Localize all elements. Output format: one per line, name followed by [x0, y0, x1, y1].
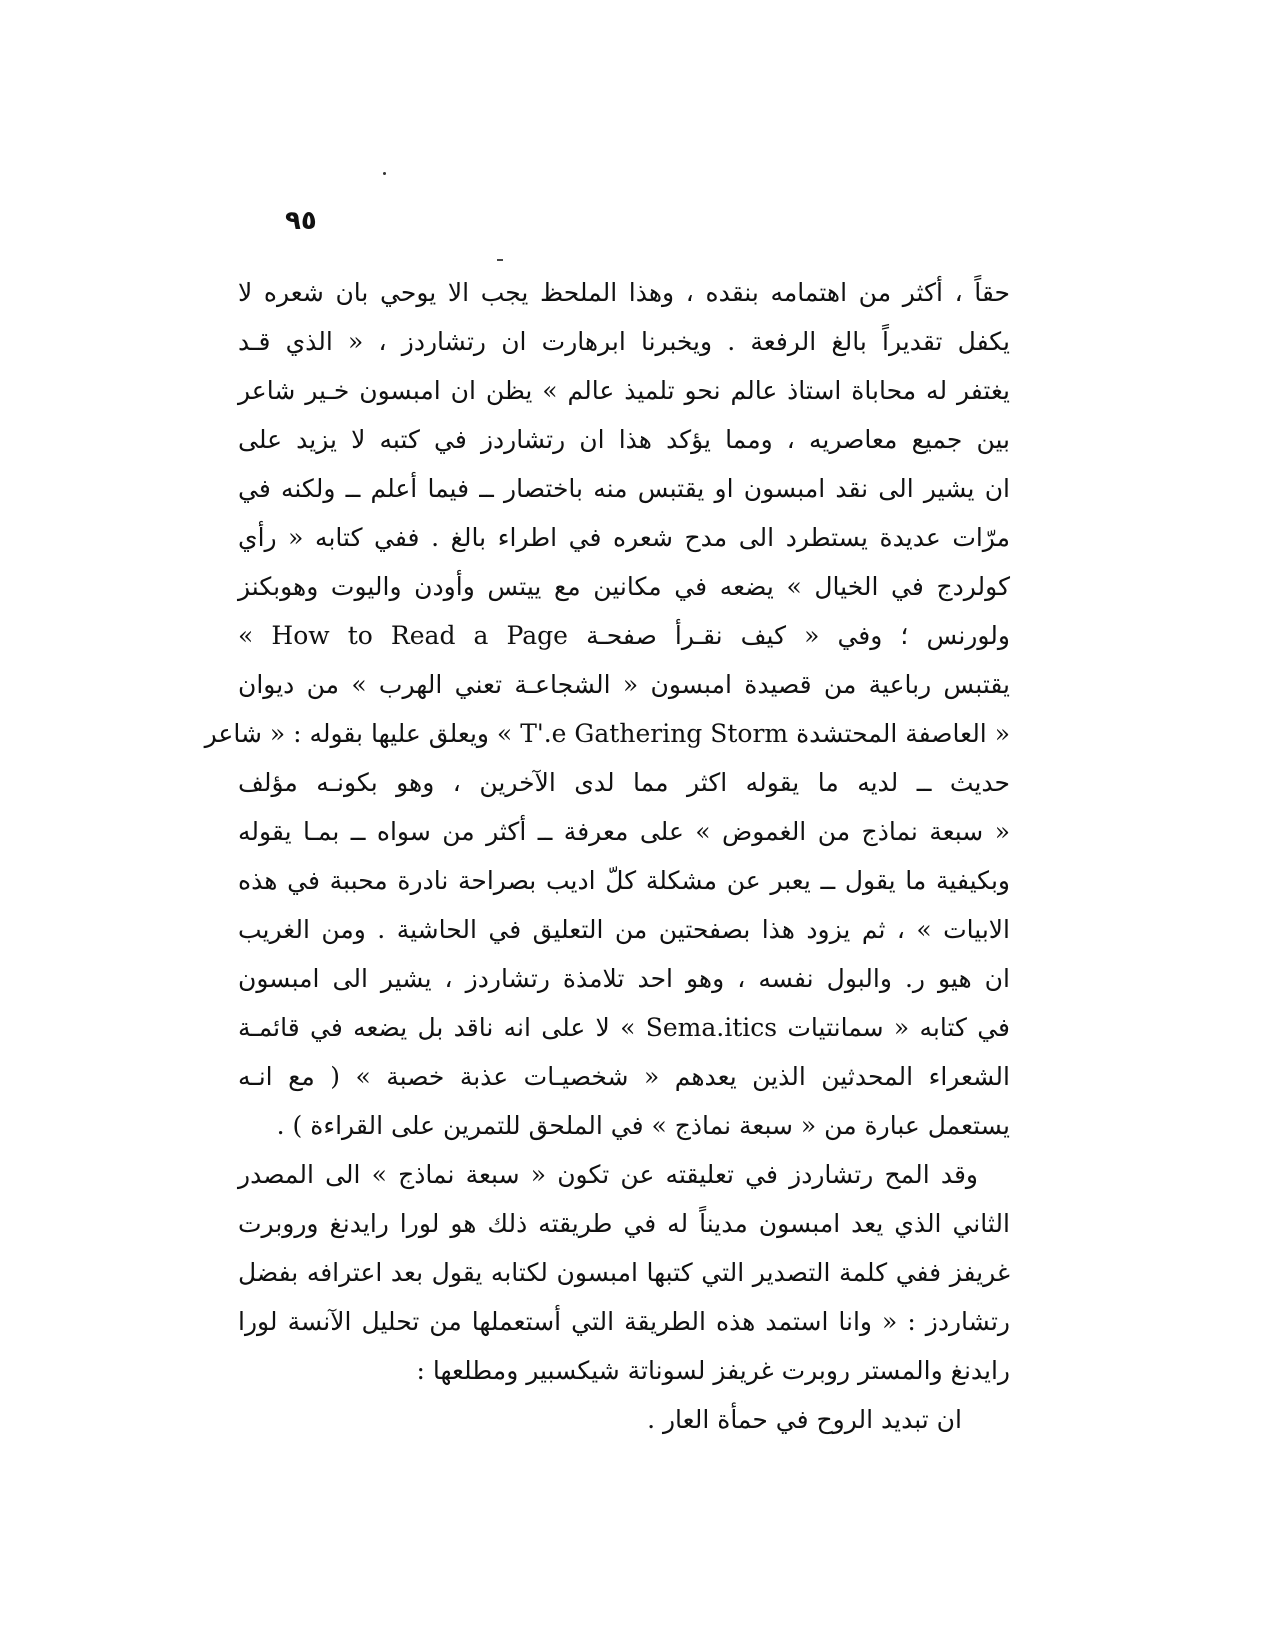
body-text [204, 268, 1010, 1444]
text-line: يقتبس رباعية من قصيدة امبسون « الشجاعـة تعني الهرب » من ديوان [238, 670, 1010, 699]
text-line: رتشاردز : « وانا استمد هذه الطريقة التي أستعملها من تحليل الآنسة لورا [238, 1307, 1010, 1336]
text-line: الابيات » ، ثم يزود هذا بصفحتين من التعليق في الحاشية . ومن الغريب [238, 915, 1010, 944]
text-line: حقاً ، أكثر من اهتمامه بنقده ، وهذا الملحظ يجب الا يوحي بان شعره لا [238, 278, 1010, 307]
text-line: الثاني الذي يعد امبسون مديناً له في طريقته ذلك هو لورا رايدنغ وروبرت [238, 1209, 1010, 1238]
paragraph-start-line: وقد المح رتشاردز في تعليقته عن تكون « سبعة نماذج » الى المصدر [238, 1160, 978, 1189]
text-line: حديث ــ لديه ما يقوله اكثر مما لدى الآخرين ، وهو بكونـه مؤلف [238, 768, 1010, 797]
text-line: يكفل تقديراً بالغ الرفعة . ويخبرنا ابرهارت ان رتشاردز ، « الذي قـد [238, 327, 1010, 356]
scan-mark [497, 259, 503, 261]
text-line: في كتابه « سمانتيات Sema.itics » لا على انه ناقد بل يضعه في قائمـة [238, 1013, 1010, 1042]
text-line: « العاصفة المحتشدة T'.e Gathering Storm » ويعلق عليها بقوله : « شاعر [204, 719, 1010, 748]
text-line: « سبعة نماذج من الغموض » على معرفة ــ أكثر من سواه ــ بمـا يقوله [238, 817, 1010, 846]
text-line: بين جميع معاصريه ، ومما يؤكد هذا ان رتشاردز في كتبه لا يزيد على [238, 425, 1010, 454]
text-line: رايدنغ والمستر روبرت غريفز لسوناتة شيكسبير ومطلعها : [416, 1356, 1010, 1385]
text-line: يغتفر له محاباة استاذ عالم نحو تلميذ عالم » يظن ان امبسون خـير شاعر [238, 376, 1010, 405]
text-line: ان يشير الى نقد امبسون او يقتبس منه باختصار ــ فيما أعلم ــ ولكنه في [238, 474, 1010, 503]
paragraph-end-line: يستعمل عبارة من « سبعة نماذج » في الملحق للتمرين على القراءة ) . [276, 1111, 1010, 1140]
scan-speck [383, 172, 386, 175]
text-line: غريفز ففي كلمة التصدير التي كتبها امبسون لكتابه يقول بعد اعترافه بفضل [238, 1258, 1010, 1287]
text-line: كولردج في الخيال » يضعه في مكانين مع ييتس وأودن واليوت وهوبكنز [238, 572, 1010, 601]
verse-line: ان تبديد الروح في حمأة العار . [647, 1405, 962, 1434]
text-line: الشعراء المحدثين الذين يعدهم « شخصيـات عذبة خصبة » ( مع انـه [238, 1062, 1010, 1091]
text-line: ان هيو ر. والبول نفسه ، وهو احد تلامذة رتشاردز ، يشير الى امبسون [238, 964, 1010, 993]
text-line: ولورنس ؛ وفي « كيف نقـرأ صفحـة How to Read a Page » [238, 621, 1010, 650]
page-number: ٩٥ [285, 206, 317, 236]
text-line: مرّات عديدة يستطرد الى مدح شعره في اطراء بالغ . ففي كتابه « رأي [238, 523, 1010, 552]
text-line: وبكيفية ما يقول ــ يعبر عن مشكلة كلّ اديب بصراحة نادرة محببة في هذه [238, 866, 1010, 895]
